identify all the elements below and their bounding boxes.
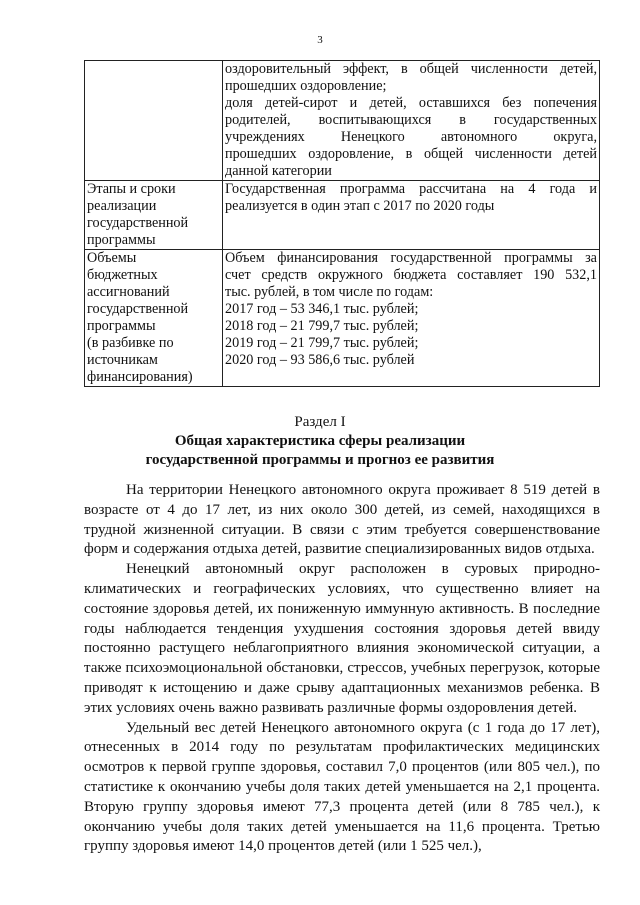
label-line: программы bbox=[87, 318, 156, 334]
cell-line: 2017 год – 53 346,1 тыс. рублей; bbox=[225, 301, 419, 317]
cell-line: Государственная программа рассчитана на 4 года и bbox=[225, 181, 597, 197]
cell-line: доля детей-сирот и детей, оставшихся без попечения bbox=[225, 95, 597, 111]
cell-line: 2019 год – 21 799,7 тыс. рублей; bbox=[225, 335, 419, 351]
funding-cell bbox=[223, 250, 600, 387]
table-row bbox=[85, 61, 600, 181]
cell-line: счет средств окружного бюджета составляет 190 532,1 bbox=[225, 267, 597, 283]
label-line: источникам bbox=[87, 352, 158, 368]
cell-line: 2020 год – 93 586,6 тыс. рублей bbox=[225, 352, 415, 368]
paragraph: На территории Ненецкого автономного округа проживает 8 519 детей в возрасте от 4 до 17 лет, из них около 300 детей, из семей, находящихся в трудной жизненной ситуации. В связи с этим требуется совершенствование форм и содержания отдыха детей, развитие специализированных видов отдыха. bbox=[84, 482, 600, 558]
label-line: государственной bbox=[87, 301, 189, 317]
cell-line: учреждениях Ненецкого автономного округа, bbox=[225, 129, 597, 145]
label-line: финансирования) bbox=[87, 369, 193, 385]
cell-line: прошедших оздоровление, в общей численности детей bbox=[225, 146, 597, 162]
table-row bbox=[85, 250, 600, 387]
label-line: Объемы bbox=[87, 250, 137, 266]
section-title-line1: Общая характеристика сферы реализации bbox=[174, 433, 466, 449]
cell-line: родителей, воспитывающихся в государственных bbox=[225, 112, 597, 128]
label-line: программы bbox=[87, 232, 156, 248]
row-label-stages bbox=[85, 181, 223, 250]
section-title-line2: государственной программы и прогноз ее развития bbox=[145, 452, 495, 468]
paragraph: Ненецкий автономный округ расположен в суровых природно-климатических и географических условиях, что существенно влияет на состояние здоровья детей, их пониженную иммунную активность. В последние годы наблюдается тенденция ухудшения состояния здоровья детей ввиду постоянно растущего неблагоприятного влияния экономической ситуации, а также психоэмоциональной обстановки, стрессов, учебных перегрузок, которые приводят к истощению и даже срыву адаптационных механизмов ребенка. В этих условиях очень важно развивать различные формы оздоровления детей. bbox=[84, 561, 600, 716]
cell-line: реализуется в один этап с 2017 по 2020 годы bbox=[225, 198, 495, 214]
paragraph: Удельный вес детей Ненецкого автономного округа (с 1 года до 17 лет), отнесенных в 2014 году по результатам профилактических медицинских осмотров к первой группе здоровья, составил 7,0 процентов (или 805 чел.), по статистике к окончанию учебы доля таких детей уменьшается на 2,1 процента. Вторую группу здоровья имеют 77,3 процента детей (или 8 785 чел.), к окончанию учебы доля таких детей уменьшается на 11,6 процента. Третью группу здоровья имеют 14,0 процентов детей (или 1 525 чел.), bbox=[84, 719, 600, 855]
cell-line: оздоровительный эффект, в общей численности детей, bbox=[225, 61, 597, 77]
row-label-empty bbox=[85, 61, 223, 181]
label-line: (в разбивке по bbox=[87, 335, 174, 351]
row-label-funding bbox=[85, 250, 223, 387]
indicators-cell bbox=[223, 61, 600, 181]
cell-line: данной категории bbox=[225, 163, 332, 179]
body-text bbox=[84, 481, 600, 857]
label-line: реализации bbox=[87, 198, 157, 214]
page-number: 3 bbox=[317, 34, 323, 46]
section-heading bbox=[0, 413, 640, 470]
stages-cell bbox=[223, 181, 600, 250]
label-line: государственной bbox=[87, 215, 189, 231]
passport-table bbox=[84, 60, 600, 387]
label-line: бюджетных bbox=[87, 267, 158, 283]
section-number: Раздел I bbox=[294, 414, 346, 430]
label-line: Этапы и сроки bbox=[87, 181, 176, 197]
cell-line: тыс. рублей, в том числе по годам: bbox=[225, 284, 434, 300]
table-row bbox=[85, 181, 600, 250]
cell-line: прошедших оздоровление; bbox=[225, 78, 387, 94]
cell-line: Объем финансирования государственной программы за bbox=[225, 250, 597, 266]
label-line: ассигнований bbox=[87, 284, 170, 300]
cell-line: 2018 год – 21 799,7 тыс. рублей; bbox=[225, 318, 419, 334]
